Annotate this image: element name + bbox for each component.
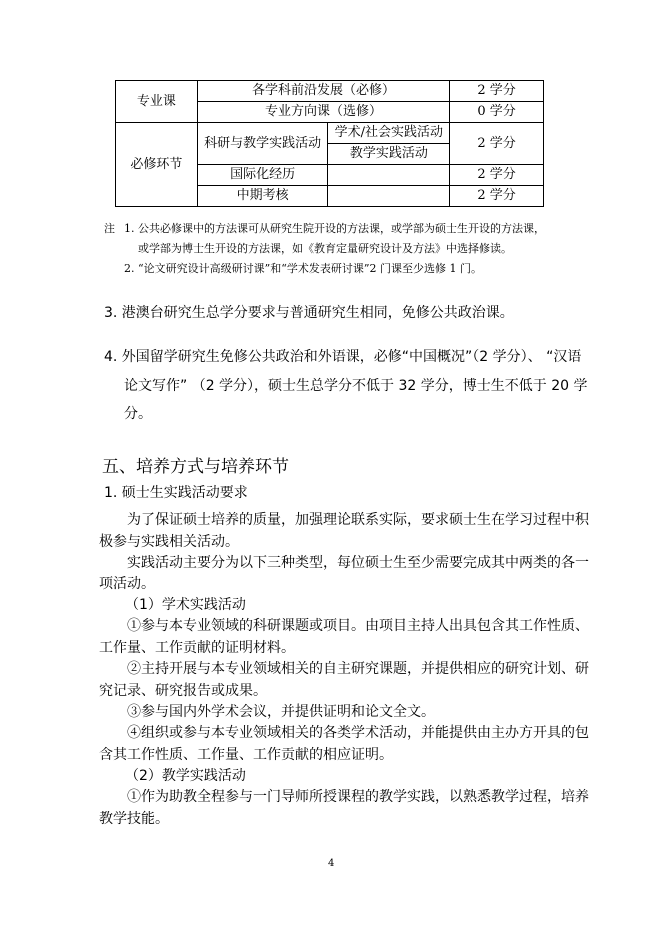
course-name-cell: 专业方向课（选修）: [197, 102, 449, 123]
credit-cell: 2 学分: [450, 81, 544, 102]
paragraph-1-line-2: 极参与实践相关活动。: [99, 534, 239, 550]
table-row: [116, 123, 544, 144]
subheading-academic-practice: （1）学术实践活动: [125, 597, 246, 613]
academic-item-2-line-1: ②主持开展与本专业领域相关的自主研究课题，并提供相应的研究计划、研: [127, 661, 589, 677]
academic-item-3: ③参与国内外学术会议，并提供证明和论文全文。: [127, 704, 435, 720]
course-name-cell: 科研与教学实践活动: [197, 123, 328, 165]
course-name-cell: 国际化经历: [197, 165, 328, 186]
subheading-teaching-practice: （2）教学实践活动: [125, 768, 246, 784]
credit-table: [115, 80, 544, 207]
teaching-item-1-line-2: 教学技能。: [99, 811, 169, 827]
academic-item-1-line-1: ①参与本专业领域的科研课题或项目。由项目主持人出具包含其工作性质、: [127, 618, 589, 634]
note-1-line-1: 1. 公共必修课中的方法课可从研究生院开设的方法课，或学部为硕士生开设的方法课，: [124, 222, 545, 235]
academic-item-2-line-2: 究记录、研究报告或成果。: [99, 683, 267, 699]
subitem-cell: 教学实践活动: [328, 144, 450, 165]
empty-cell: [328, 165, 450, 186]
notes-label: 注: [104, 222, 115, 235]
subsection-heading: 1. 硕士生实践活动要求: [104, 485, 248, 501]
academic-item-4-line-1: ④组织或参与本专业领域相关的各类学术活动，并能提供由主办方开具的包: [127, 725, 589, 741]
paragraph-2-line-2: 项活动。: [99, 576, 155, 592]
credit-cell: 2 学分: [450, 165, 544, 186]
table-row: [116, 81, 544, 102]
credit-cell: 2 学分: [450, 186, 544, 207]
credit-cell: 2 学分: [450, 123, 544, 165]
paragraph-1-line-1: 为了保证硕士培养的质量，加强理论联系实际，要求硕士生在学习过程中积: [127, 512, 589, 528]
section-heading: 五、培养方式与培养环节: [102, 457, 289, 477]
course-name-cell: 中期考核: [197, 186, 328, 207]
item-4-line-3: 分。: [124, 406, 152, 422]
item-3: 3. 港澳台研究生总学分要求与普通研究生相同，免修公共政治课。: [104, 305, 514, 321]
page-number: 4: [328, 858, 335, 869]
note-2: 2. “论文研究设计高级研讨课”和“学术发表研讨课”2 门课至少选修 1 门。: [124, 262, 482, 275]
course-name-cell: 各学科前沿发展（必修）: [197, 81, 449, 102]
category-cell: 专业课: [116, 81, 198, 123]
item-4-line-1: 4. 外国留学研究生免修公共政治和外语课，必修“中国概况”（2 学分）、 “汉语: [104, 349, 582, 365]
empty-cell: [328, 186, 450, 207]
item-4-line-2: 论文写作” （2 学分），硕士生总学分不低于 32 学分，博士生不低于 20 学: [124, 378, 588, 394]
teaching-item-1-line-1: ①作为助教全程参与一门导师所授课程的教学实践，以熟悉教学过程，培养: [127, 789, 589, 805]
academic-item-1-line-2: 工作量、工作贡献的证明材料。: [99, 640, 295, 656]
academic-item-4-line-2: 含其工作性质、工作量、工作贡献的相应证明。: [99, 747, 393, 763]
category-cell: 必修环节: [116, 123, 198, 207]
subitem-cell: 学术/社会实践活动: [328, 123, 450, 144]
paragraph-2-line-1: 实践活动主要分为以下三种类型，每位硕士生至少需要完成其中两类的各一: [127, 555, 589, 571]
note-1-line-2: 或学部为博士生开设的方法课，如《教育定量研究设计及方法》中选择修读。: [138, 242, 512, 255]
credit-cell: 0 学分: [450, 102, 544, 123]
